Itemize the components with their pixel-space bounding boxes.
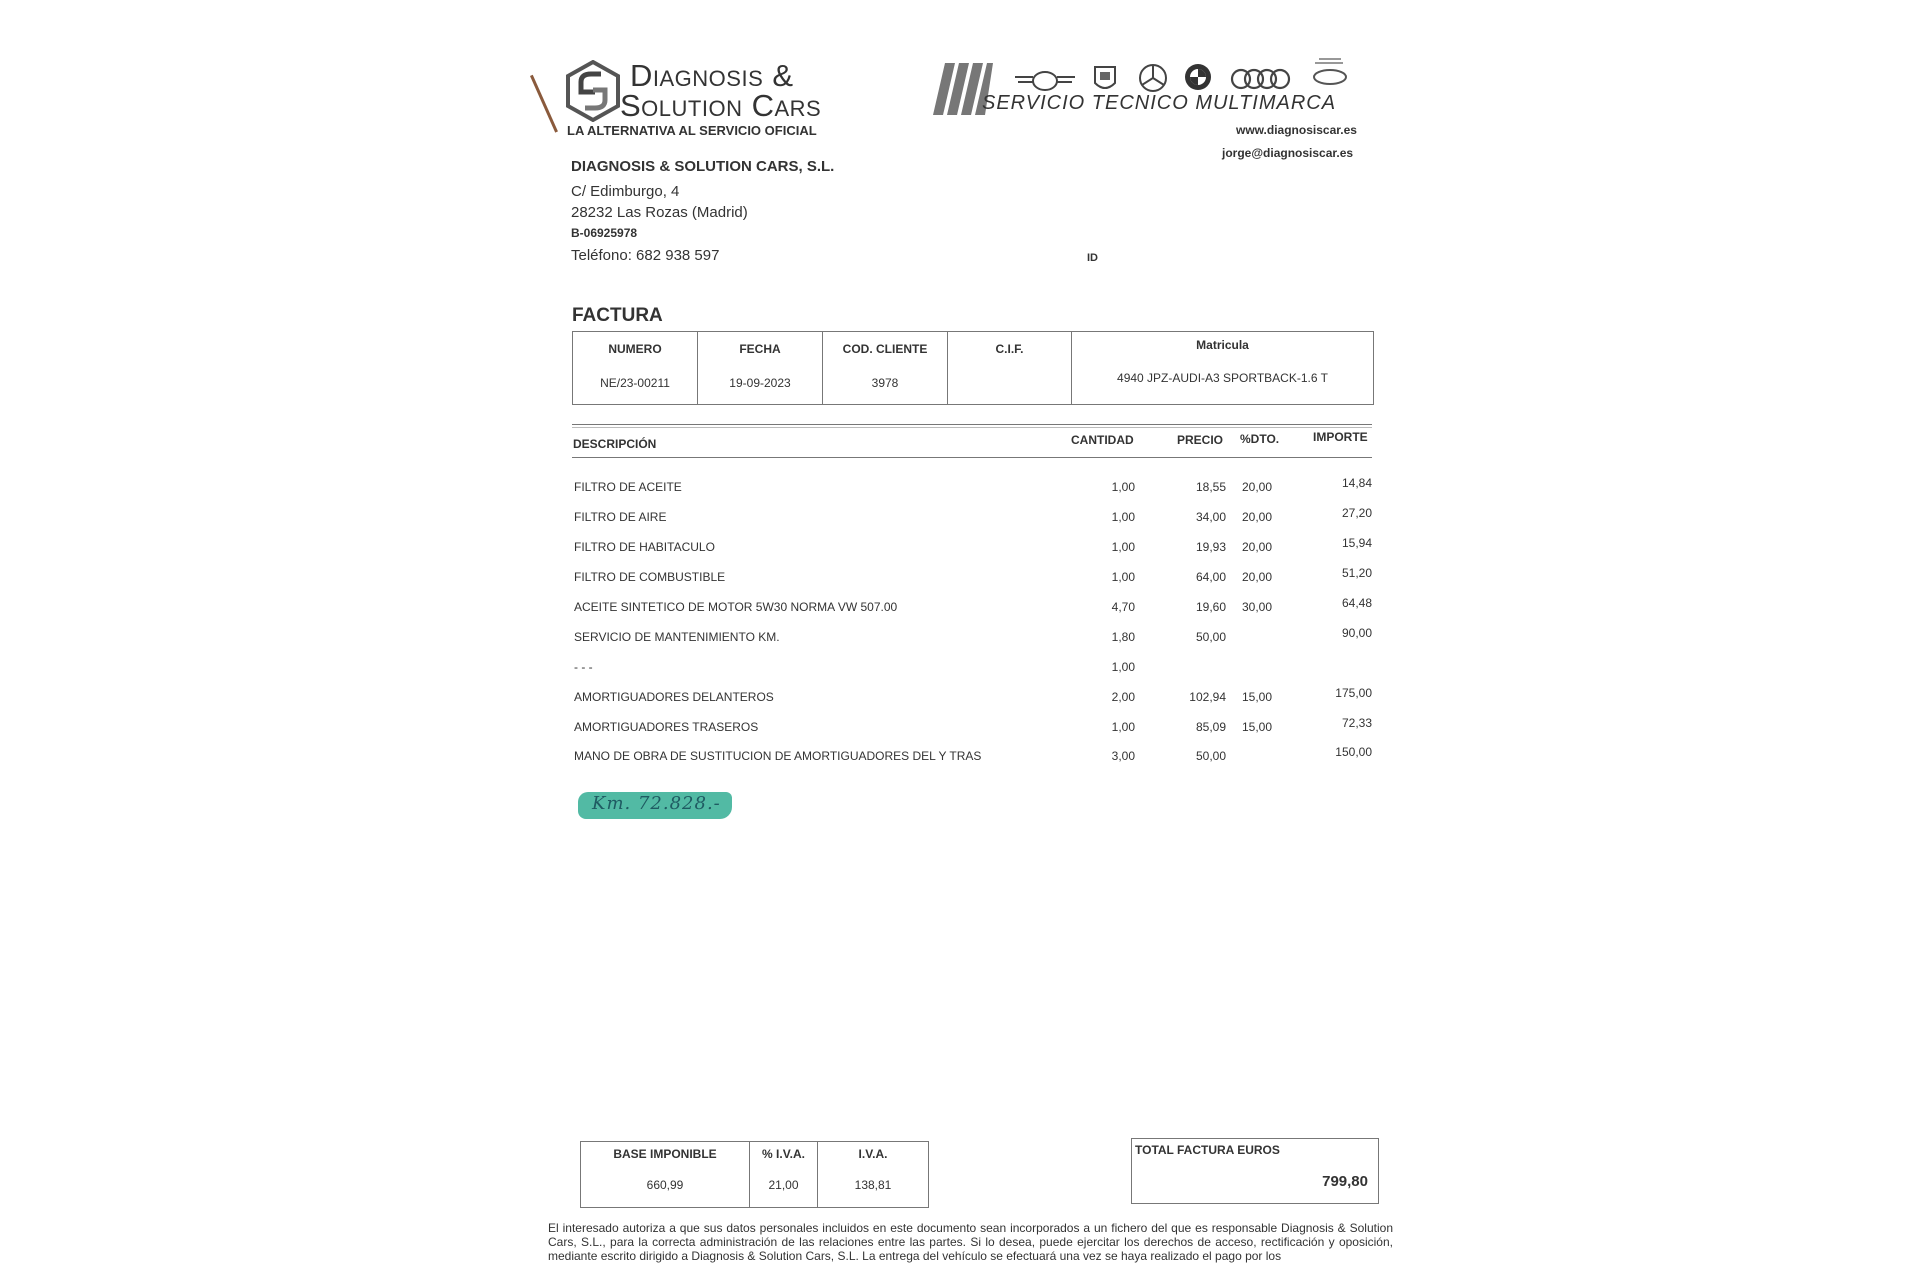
table-row <box>0 626 1920 650</box>
row-amount: 175,00 <box>1335 686 1372 700</box>
brand-line-1: Diagnosis & <box>630 58 794 93</box>
row-description: FILTRO DE ACEITE <box>574 480 682 494</box>
base-header: BASE IMPONIBLE <box>613 1147 717 1161</box>
fecha-header: FECHA <box>739 342 781 356</box>
matricula-cell <box>1072 332 1373 404</box>
row-quantity: 4,70 <box>1111 600 1135 614</box>
row-description: - - - <box>574 660 593 674</box>
table-row <box>0 596 1920 620</box>
row-price: 18,55 <box>1195 480 1226 494</box>
row-quantity: 1,00 <box>1111 720 1135 734</box>
table-row <box>0 716 1920 740</box>
fecha-cell <box>698 332 823 404</box>
row-amount: 14,84 <box>1341 476 1372 490</box>
row-amount: 64,48 <box>1341 596 1372 610</box>
handwritten-mileage-note: Km. 72.828.- <box>592 793 721 814</box>
importe-header: IMPORTE <box>1313 430 1368 444</box>
legal-notice: El interesado autoriza a que sus datos personales incluidos en este documento sean incorporados a un fichero del que es responsable Diagnosis & Solution Cars, S.L., para la correcta administración de las relaciones entre las partes. Si lo desea, puede ejercitar los derechos de acceso, rectificación y oposición, mediante escrito dirigido a Diagnosis & Solution Cars, S.L. La entrega del vehículo se efectuará una vez se haya realizado el pago por los <box>548 1221 1393 1263</box>
brand-line-2: Solution Cars <box>620 88 822 123</box>
row-description: AMORTIGUADORES TRASEROS <box>574 720 759 734</box>
row-description: FILTRO DE HABITACULO <box>574 540 715 554</box>
tagline: LA ALTERNATIVA AL SERVICIO OFICIAL <box>567 123 817 138</box>
porsche-logo-icon <box>1095 67 1115 88</box>
row-discount: 20,00 <box>1242 510 1273 524</box>
table-top-rule-2 <box>572 427 1372 428</box>
audi-logo-icon <box>1232 70 1289 88</box>
company-logo-icon <box>565 60 621 122</box>
row-discount: 15,00 <box>1242 720 1273 734</box>
cod-cliente-cell <box>823 332 948 404</box>
row-description: ACEITE SINTETICO DE MOTOR 5W30 NORMA VW 507.00 <box>574 600 898 614</box>
row-discount: 20,00 <box>1242 480 1273 494</box>
table-row <box>0 686 1920 710</box>
company-phone: Teléfono: 682 938 597 <box>571 247 720 264</box>
address-line-2: 28232 Las Rozas (Madrid) <box>571 204 748 221</box>
numero-value: NE/23-00211 <box>600 376 670 390</box>
cif-cell <box>948 332 1072 404</box>
iva-header: I.V.A. <box>858 1147 888 1161</box>
row-price: 34,00 <box>1195 510 1226 524</box>
cod-cliente-value: 3978 <box>871 376 899 390</box>
invoice-total-box <box>1131 1138 1379 1204</box>
numero-cell <box>573 332 698 404</box>
table-row <box>0 660 1920 680</box>
bmw-logo-icon <box>1185 64 1211 90</box>
iva-pct-cell <box>750 1142 818 1207</box>
row-price: 64,00 <box>1195 570 1226 584</box>
invoice-header-table <box>572 331 1374 405</box>
row-quantity: 1,80 <box>1111 630 1135 644</box>
table-row <box>0 506 1920 530</box>
cif-header: C.I.F. <box>995 342 1024 356</box>
total-value: 799,80 <box>1322 1173 1368 1190</box>
dto-header: %DTO. <box>1240 432 1280 446</box>
base-value: 660,99 <box>646 1178 684 1192</box>
descripcion-header: DESCRIPCIÓN <box>573 437 657 451</box>
row-discount: 20,00 <box>1242 540 1273 554</box>
matricula-value: 4940 JPZ-AUDI-A3 SPORTBACK-1.6 T <box>1117 371 1328 385</box>
base-cell <box>581 1142 750 1207</box>
row-amount: 90,00 <box>1341 626 1372 640</box>
row-discount: 30,00 <box>1242 600 1273 614</box>
row-quantity: 1,00 <box>1111 510 1135 524</box>
fecha-value: 19-09-2023 <box>729 376 791 390</box>
iva-cell <box>818 1142 928 1207</box>
row-amount: 72,33 <box>1341 716 1372 730</box>
row-description: AMORTIGUADORES DELANTEROS <box>574 690 774 704</box>
matricula-header: Matricula <box>1196 338 1249 352</box>
row-price: 85,09 <box>1195 720 1226 734</box>
table-row <box>0 536 1920 560</box>
row-quantity: 1,00 <box>1111 540 1135 554</box>
service-slogan: SERVICIO TECNICO MULTIMARCA <box>982 92 1337 114</box>
row-amount: 27,20 <box>1341 506 1372 520</box>
row-quantity: 1,00 <box>1111 570 1135 584</box>
pen-mark <box>530 75 558 133</box>
row-quantity: 2,00 <box>1111 690 1135 704</box>
table-row <box>0 566 1920 590</box>
address-line-1: C/ Edimburgo, 4 <box>571 183 680 200</box>
tax-summary-table <box>580 1141 929 1208</box>
document-title: FACTURA <box>572 305 663 326</box>
row-price: 19,60 <box>1195 600 1226 614</box>
row-price: 19,93 <box>1195 540 1226 554</box>
iva-pct-header: % I.V.A. <box>762 1147 805 1161</box>
row-description: SERVICIO DE MANTENIMIENTO KM. <box>574 630 780 644</box>
cod-cliente-header: COD. CLIENTE <box>842 342 928 356</box>
numero-header: NUMERO <box>608 342 662 356</box>
email-link[interactable]: jorge@diagnosiscar.es <box>1222 146 1354 160</box>
table-row <box>0 745 1920 769</box>
company-name: DIAGNOSIS & SOLUTION CARS, S.L. <box>571 158 835 175</box>
land-rover-logo-icon <box>1314 59 1346 84</box>
total-label: TOTAL FACTURA EUROS <box>1135 1143 1280 1157</box>
row-price: 102,94 <box>1189 690 1226 704</box>
row-quantity: 1,00 <box>1111 480 1135 494</box>
row-price: 50,00 <box>1195 749 1226 763</box>
id-label: ID <box>1087 252 1098 264</box>
row-amount: 15,94 <box>1341 536 1372 550</box>
row-quantity: 3,00 <box>1111 749 1135 763</box>
mini-logo-icon <box>1015 72 1075 90</box>
row-amount: 150,00 <box>1335 745 1372 759</box>
table-header-rule <box>572 457 1372 458</box>
iva-value: 138,81 <box>854 1178 892 1192</box>
cantidad-header: CANTIDAD <box>1071 433 1134 447</box>
row-discount: 15,00 <box>1242 690 1273 704</box>
iva-pct-value: 21,00 <box>768 1178 799 1192</box>
company-cif: B-06925978 <box>571 226 638 240</box>
row-price: 50,00 <box>1195 630 1226 644</box>
row-description: FILTRO DE AIRE <box>574 510 667 524</box>
table-top-rule <box>572 424 1372 425</box>
website-link[interactable]: www.diagnosiscar.es <box>1236 123 1357 137</box>
row-description: FILTRO DE COMBUSTIBLE <box>574 570 726 584</box>
table-row <box>0 476 1920 500</box>
row-quantity: 1,00 <box>1111 660 1135 674</box>
brand-logos-icon <box>1000 57 1370 97</box>
row-amount: 51,20 <box>1341 566 1372 580</box>
row-description: MANO DE OBRA DE SUSTITUCION DE AMORTIGUADORES DEL Y TRAS <box>574 749 982 763</box>
mercedes-logo-icon <box>1140 65 1166 91</box>
precio-header: PRECIO <box>1177 433 1224 447</box>
row-discount: 20,00 <box>1242 570 1273 584</box>
